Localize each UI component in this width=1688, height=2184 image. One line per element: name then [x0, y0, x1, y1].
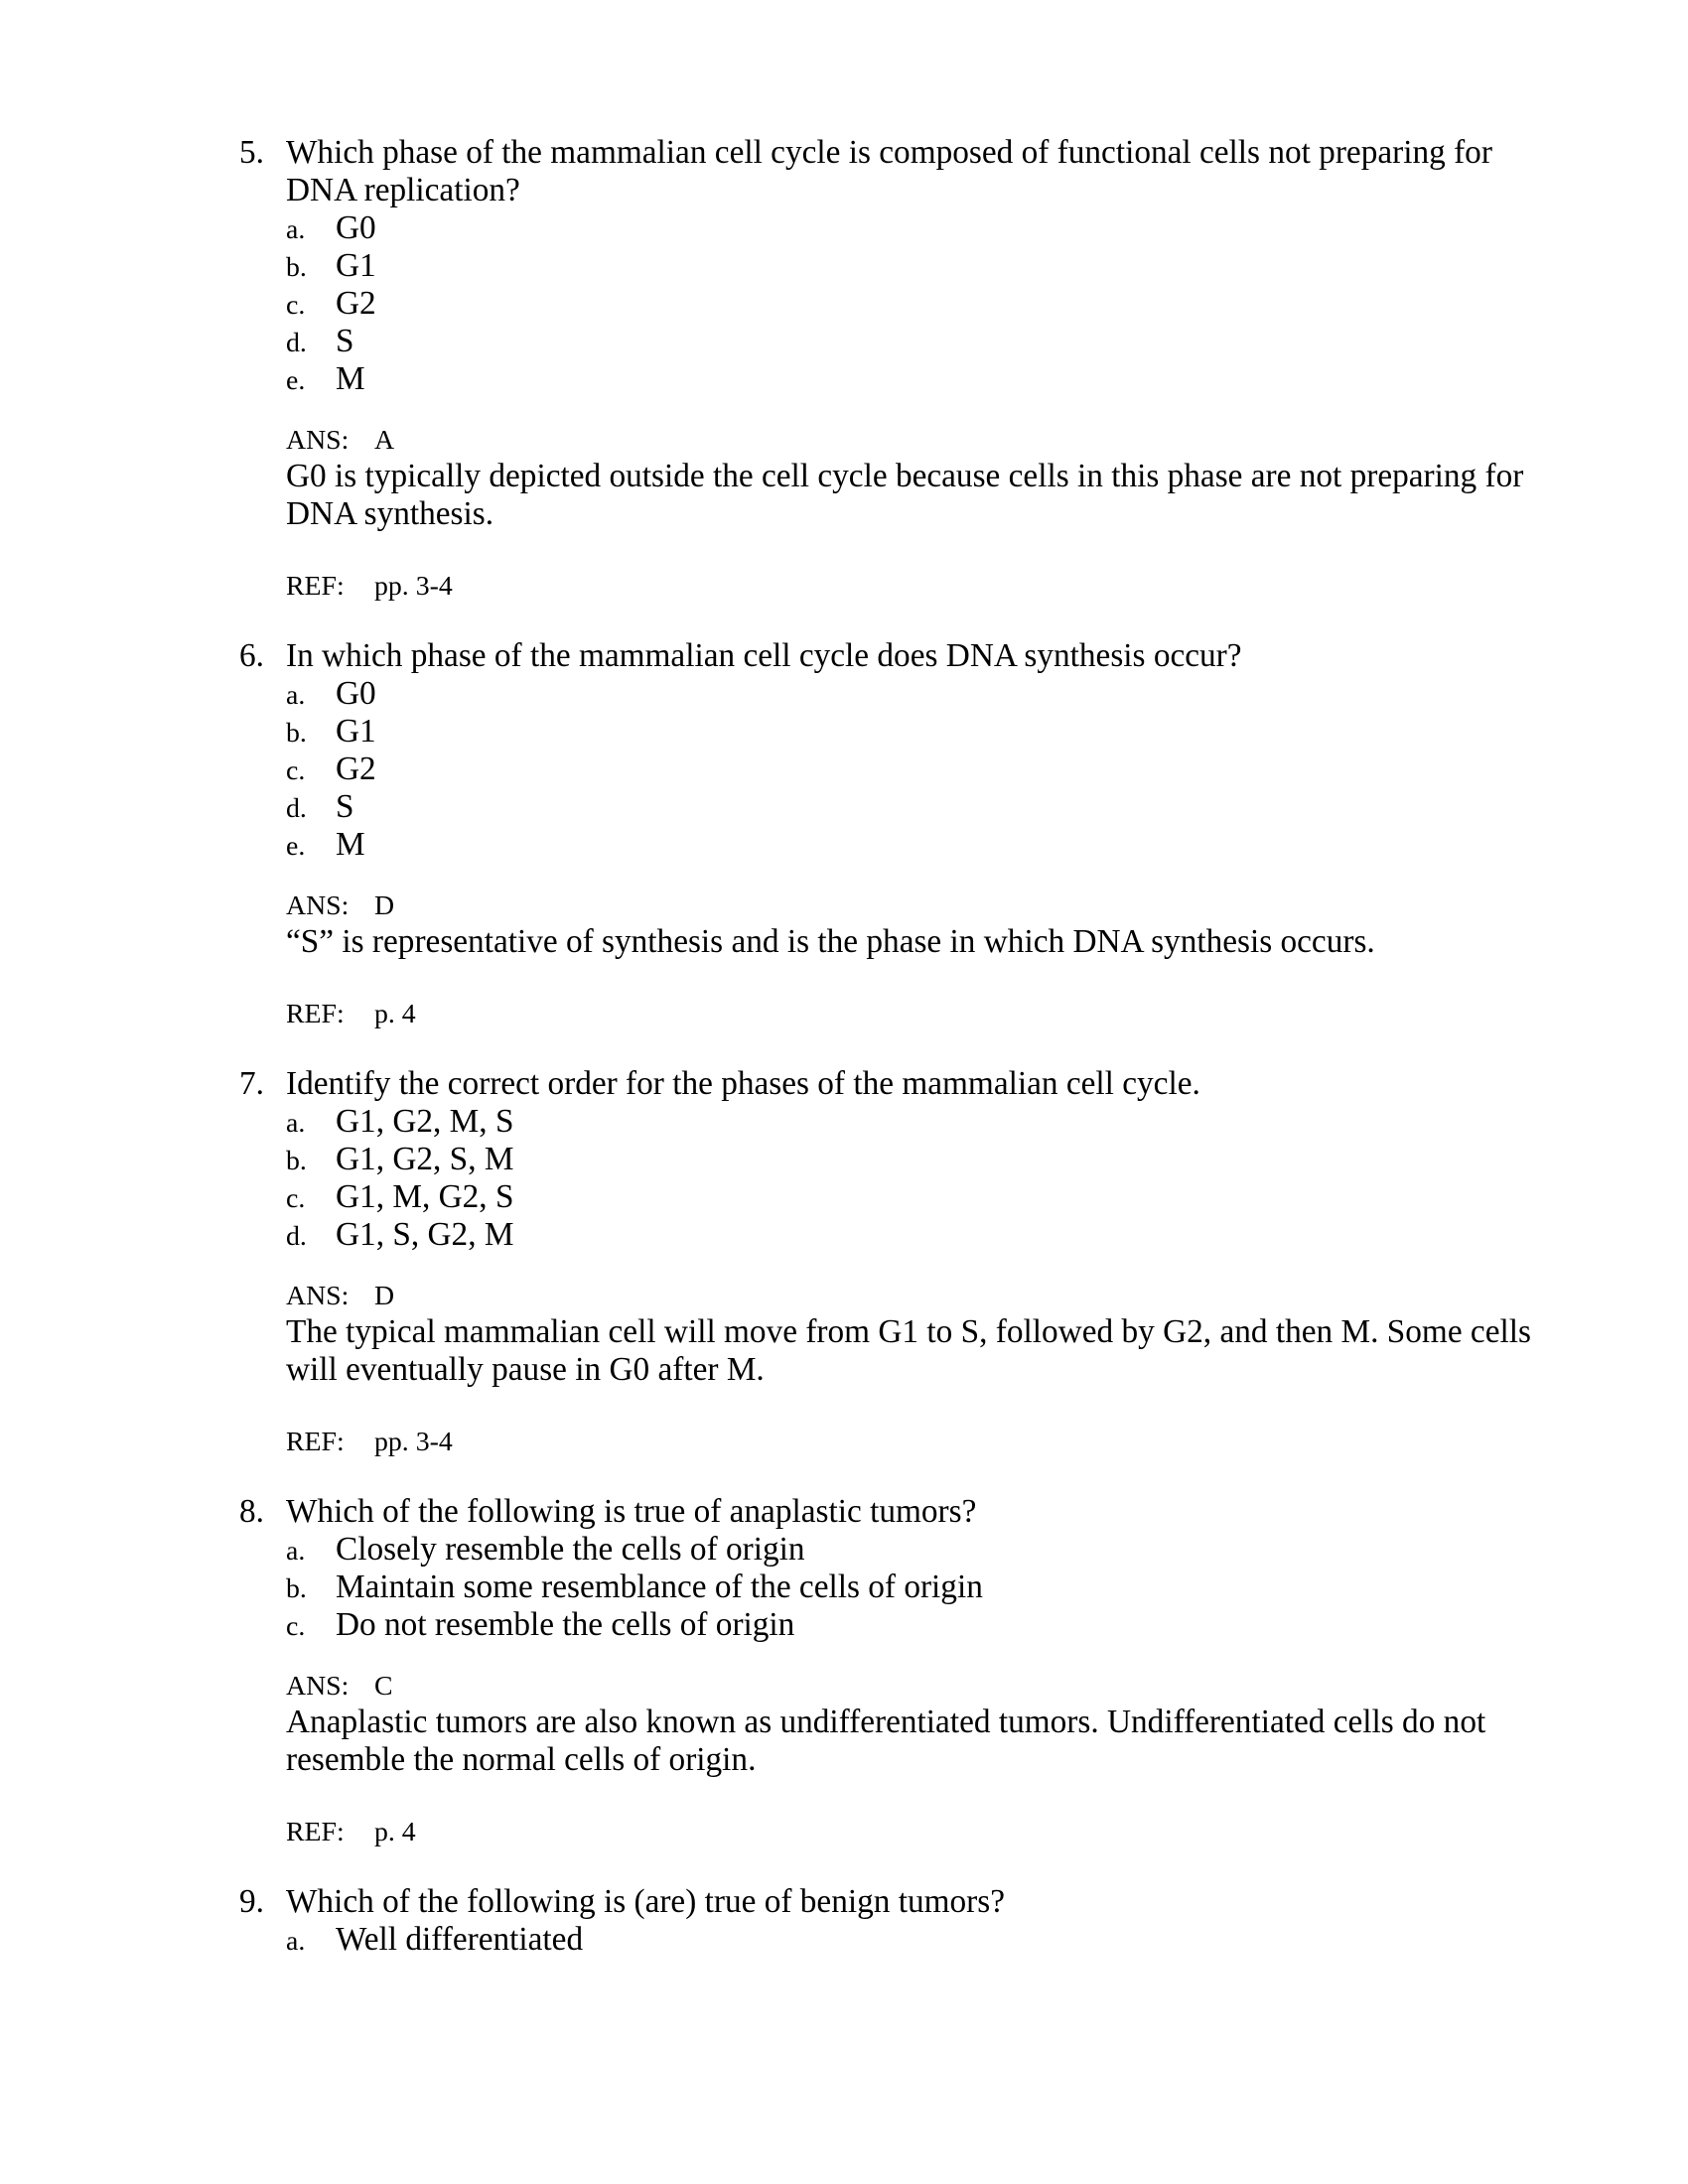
option-a: [286, 1921, 1539, 1959]
question-text: In which phase of the mammalian cell cycle does DNA synthesis occur?: [286, 637, 1242, 674]
option-text: Closely resemble the cells of origin: [336, 1531, 805, 1568]
question-stem: [239, 1065, 1539, 1103]
answer-line: [286, 422, 1539, 460]
option-text: Well differentiated: [336, 1921, 584, 1958]
reference-label: REF:: [286, 999, 345, 1029]
option-b: [286, 1569, 1539, 1606]
option-a: [286, 675, 1539, 713]
option-a: [286, 209, 1539, 247]
option-text: G1, G2, M, S: [336, 1103, 514, 1140]
question-stem: [239, 134, 1539, 209]
option-b: [286, 247, 1539, 285]
option-text: G1, M, G2, S: [336, 1178, 514, 1215]
option-letter: d.: [286, 328, 307, 358]
option-letter: c.: [286, 755, 306, 786]
answer-value: D: [374, 1281, 395, 1311]
question-5: [239, 134, 1539, 604]
option-a: [286, 1531, 1539, 1569]
option-letter: b.: [286, 1573, 307, 1604]
answer-line: [286, 887, 1539, 925]
answer-line: [286, 1278, 1539, 1315]
option-e: [286, 360, 1539, 398]
question-number: 9.: [239, 1883, 264, 1920]
question-number: 5.: [239, 134, 264, 171]
answer-value: A: [374, 425, 395, 456]
question-stem: [239, 1883, 1539, 1921]
option-e: [286, 826, 1539, 864]
option-text: M: [336, 360, 365, 397]
option-text: G1: [336, 247, 376, 284]
option-text: G2: [336, 285, 376, 322]
option-d: [286, 788, 1539, 826]
question-9: [239, 1883, 1539, 1959]
reference-label: REF:: [286, 1427, 345, 1457]
option-text: G0: [336, 209, 376, 246]
answer-label: ANS:: [286, 1281, 350, 1311]
answer-label: ANS:: [286, 425, 350, 456]
option-text: S: [336, 323, 354, 359]
reference-line: [286, 996, 1539, 1033]
question-number: 7.: [239, 1065, 264, 1102]
reference-line: [286, 568, 1539, 606]
answer-explanation: The typical mammalian cell will move from G1 to S, followed by G2, and then M. Some cells will eventually pause in G0 after M.: [286, 1313, 1531, 1388]
question-text: Which phase of the mammalian cell cycle is composed of functional cells not preparing for DNA replication?: [286, 134, 1492, 208]
question-number: 8.: [239, 1493, 264, 1530]
question-stem: [239, 1493, 1539, 1531]
option-text: G1: [336, 713, 376, 750]
option-letter: b.: [286, 1146, 307, 1176]
reference-value: p. 4: [374, 999, 416, 1029]
answer-label: ANS:: [286, 890, 350, 921]
option-letter: b.: [286, 718, 307, 749]
option-letter: e.: [286, 831, 306, 862]
reference-label: REF:: [286, 1817, 345, 1847]
reference-label: REF:: [286, 571, 345, 602]
option-text: G1, S, G2, M: [336, 1216, 514, 1253]
option-a: [286, 1103, 1539, 1141]
option-letter: a.: [286, 1926, 306, 1957]
option-text: G0: [336, 675, 376, 712]
answer-label: ANS:: [286, 1671, 350, 1702]
option-text: S: [336, 788, 354, 825]
option-letter: b.: [286, 252, 307, 283]
option-c: [286, 1606, 1539, 1644]
option-text: Do not resemble the cells of origin: [336, 1606, 795, 1643]
option-letter: a.: [286, 1536, 306, 1567]
option-text: M: [336, 826, 365, 863]
option-b: [286, 1141, 1539, 1178]
answer-explanation: G0 is typically depicted outside the cell cycle because cells in this phase are not preparing for DNA synthesis.: [286, 458, 1524, 532]
reference-line: [286, 1424, 1539, 1461]
option-b: [286, 713, 1539, 751]
question-text: Which of the following is (are) true of benign tumors?: [286, 1883, 1005, 1920]
option-c: [286, 751, 1539, 788]
option-text: G2: [336, 751, 376, 787]
option-letter: c.: [286, 290, 306, 321]
question-text: Which of the following is true of anaplastic tumors?: [286, 1493, 977, 1530]
option-c: [286, 1178, 1539, 1216]
answer-value: D: [374, 890, 395, 921]
option-letter: d.: [286, 793, 307, 824]
option-letter: c.: [286, 1183, 306, 1214]
option-letter: e.: [286, 365, 306, 396]
question-7: [239, 1065, 1539, 1459]
question-number: 6.: [239, 637, 264, 674]
question-6: [239, 637, 1539, 1031]
answer-explanation: “S” is representative of synthesis and is the phase in which DNA synthesis occurs.: [286, 923, 1375, 960]
answer-explanation: Anaplastic tumors are also known as undifferentiated tumors. Undifferentiated cells do not resemble the normal cells of origin.: [286, 1704, 1486, 1778]
question-stem: [239, 637, 1539, 675]
answer-line: [286, 1668, 1539, 1706]
option-letter: a.: [286, 680, 306, 711]
reference-line: [286, 1814, 1539, 1851]
option-letter: c.: [286, 1611, 306, 1642]
option-letter: a.: [286, 1108, 306, 1139]
reference-value: pp. 3-4: [374, 571, 453, 602]
option-letter: a.: [286, 214, 306, 245]
option-text: Maintain some resemblance of the cells of origin: [336, 1569, 983, 1605]
reference-value: p. 4: [374, 1817, 416, 1847]
option-c: [286, 285, 1539, 323]
option-d: [286, 1216, 1539, 1254]
reference-value: pp. 3-4: [374, 1427, 453, 1457]
question-8: [239, 1493, 1539, 1849]
question-text: Identify the correct order for the phases of the mammalian cell cycle.: [286, 1065, 1200, 1102]
option-d: [286, 323, 1539, 360]
option-text: G1, G2, S, M: [336, 1141, 514, 1177]
option-letter: d.: [286, 1221, 307, 1252]
answer-value: C: [374, 1671, 393, 1702]
